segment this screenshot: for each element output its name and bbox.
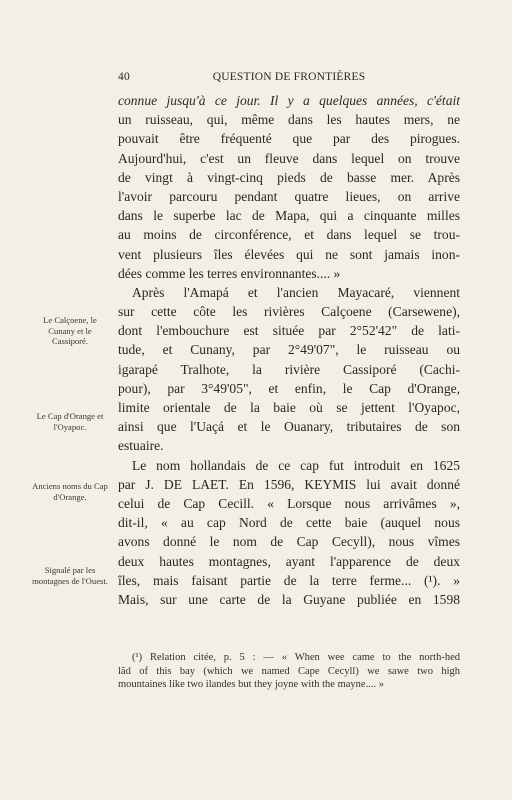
text-line: l'avoir parcouru pendant quatre lieues, on arrive bbox=[118, 188, 460, 204]
margin-note: Anciens noms du Cap d'Orange. bbox=[32, 481, 108, 502]
text-line: pour), par 3°49'05", et enfin, le Cap d'Orange, bbox=[118, 380, 460, 396]
footnote bbox=[118, 651, 460, 692]
text-line: Aujourd'hui, c'est un fleuve dans lequel on trouve bbox=[118, 150, 460, 166]
page-header bbox=[118, 71, 460, 87]
text-line: dit-il, « au cap Nord de cette baie (auquel nous bbox=[118, 515, 460, 531]
text-line: un ruisseau, qui, même dans les hautes mers, ne bbox=[118, 112, 460, 128]
text-line: ainsi que l'Uaçá et le Ouanary, tributaires de son bbox=[118, 419, 460, 435]
margin-note: Signalé par les montagnes de l'Ouest. bbox=[32, 565, 108, 586]
running-title: QUESTION DE FRONTIÈRES bbox=[212, 71, 366, 83]
text-line: dées comme les terres environnantes.... » bbox=[118, 265, 341, 281]
text-line: connue jusqu'à ce jour. Il y a quelques années, c'était bbox=[118, 93, 460, 108]
text-line: tude, et Cunany, par 2°49'07", le ruisseau ou bbox=[118, 342, 460, 358]
text-line: igarapé Tralhote, la rivière Cassiporé (Cachi- bbox=[118, 361, 460, 377]
text-line: au moins de circonférence, et dans lequel se trou- bbox=[118, 227, 460, 243]
text-line: de vingt à vingt-cinq pieds de basse mer. Après bbox=[118, 169, 460, 185]
footnote-line: (¹) Relation citée, p. 5 : — « When wee came to the north-hed bbox=[132, 652, 460, 663]
main-text bbox=[118, 91, 460, 609]
text-line: Le nom hollandais de ce cap fut introduit en 1625 bbox=[132, 457, 460, 473]
footnote-line: mountaines like two ilandes but they joyne with the mayne.... » bbox=[118, 679, 384, 691]
text-line: celui de Cap Cecill. « Lorsque nous arrivâmes », bbox=[118, 495, 460, 511]
text-line: îles, mais faisant partie de la terre ferme... (¹). » bbox=[118, 572, 460, 588]
margin-note: Le Cap d'Orange et l'Oyapoc. bbox=[36, 411, 104, 432]
text-line: vent plusieurs îles élevées qui ne sont jamais inon- bbox=[118, 246, 460, 262]
text-line: dont l'embouchure est située par 2°52'42" de lati- bbox=[118, 323, 460, 339]
text-line: deux hautes montagnes, ayant l'apparence de deux bbox=[118, 553, 460, 569]
margin-note: Le Calçoene, le Cunany et le Cassiporé. bbox=[43, 315, 97, 346]
text-line: sur cette côte les rivières Calçoene (Carsewene), bbox=[118, 304, 460, 320]
text-line: avons donné le nom de Cap Cecyll), nous vîmes bbox=[118, 534, 460, 550]
text-line: Après l'Amapá et l'ancien Mayacaré, viennent bbox=[132, 284, 460, 300]
footnote-line: lãd of this bay (which we named Cape Cecyll) we sawe two high bbox=[118, 665, 460, 677]
text-line: limite orientale de la baie où se jettent l'Oyapoc, bbox=[118, 400, 460, 415]
page-number: 40 bbox=[118, 71, 130, 83]
text-line: par J. DE LAET. En 1596, KEYMIS lui avait donné bbox=[118, 476, 460, 492]
text-line: pouvait être fréquenté que par des pirogues. bbox=[118, 131, 460, 147]
text-line: estuaire. bbox=[118, 438, 164, 454]
text-line: Mais, sur une carte de la Guyane publiée en 1598 bbox=[118, 591, 460, 607]
text-line: dans le superbe lac de Mapa, qui a cinquante milles bbox=[118, 208, 460, 224]
